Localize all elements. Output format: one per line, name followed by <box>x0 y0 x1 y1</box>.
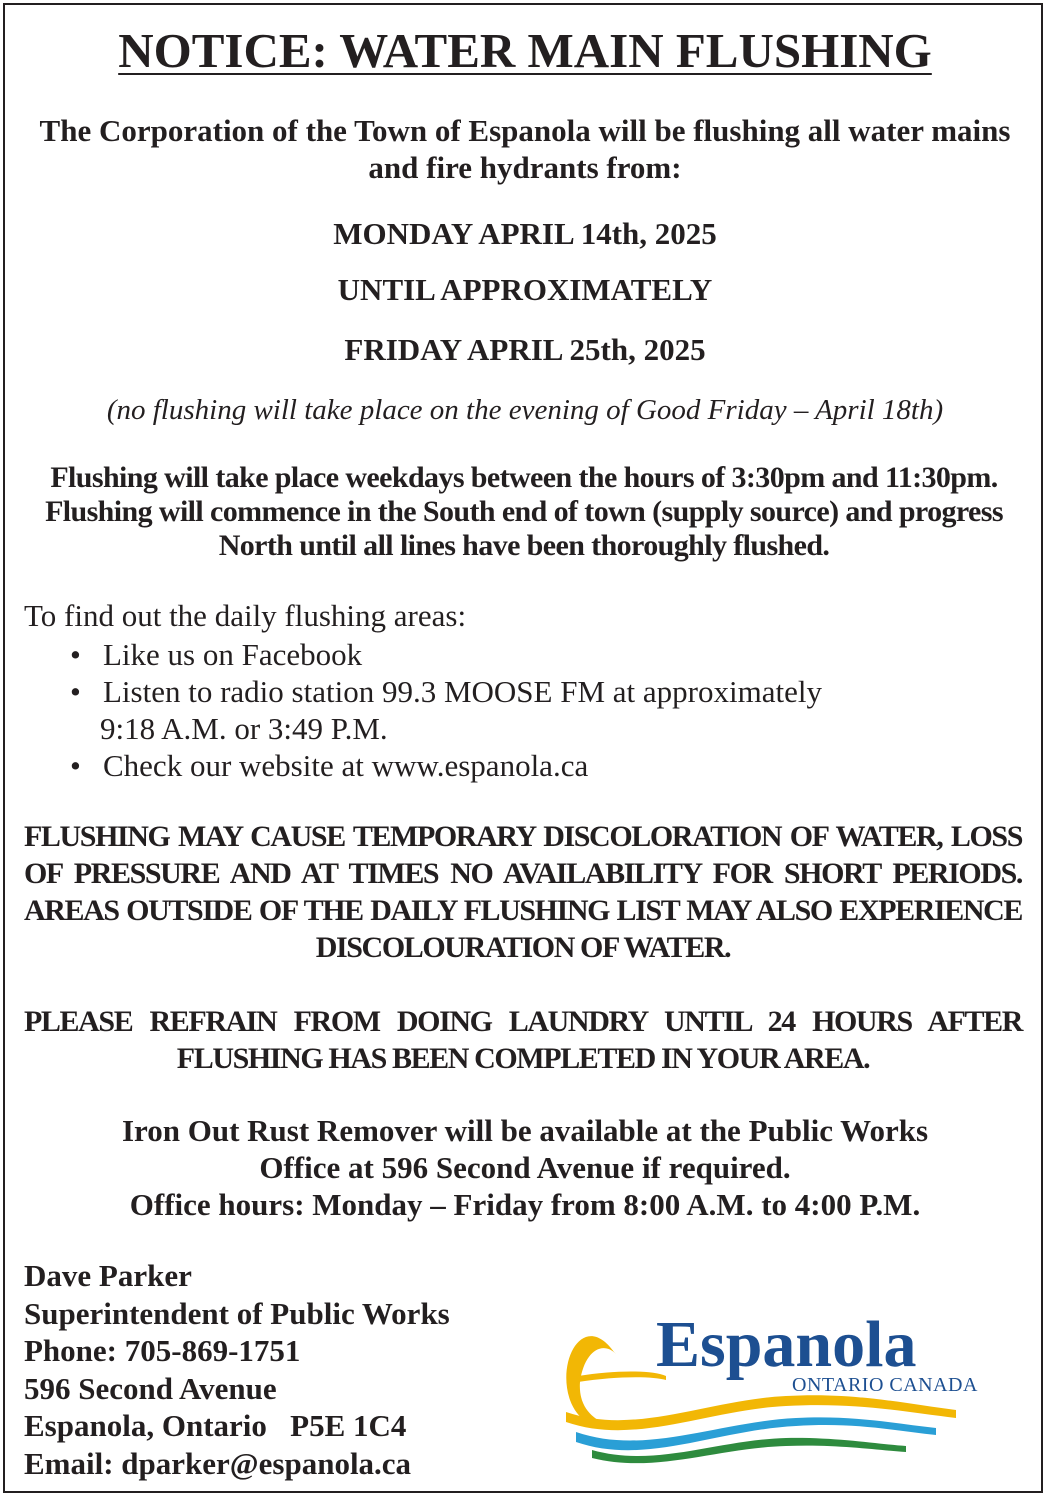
find-out-heading: To find out the daily flushing areas: <box>24 598 467 633</box>
logo-tagline: ONTARIO CANADA <box>792 1374 978 1396</box>
list-item-text-continued: 9:18 A.M. or 3:49 P.M. <box>100 711 388 746</box>
until-label: UNTIL APPROXIMATELY <box>337 272 713 307</box>
list-item-text: Like us on Facebook <box>103 637 363 672</box>
intro-text: The Corporation of the Town of Espanola will be flushing all water mains and fire hydrants from: <box>39 113 1011 185</box>
logo-wordmark: Espanola <box>656 1308 917 1381</box>
list-item-text: Listen to radio station 99.3 MOOSE FM at approximately <box>103 674 822 709</box>
contact-name: Dave Parker <box>24 1258 192 1293</box>
iron-out-line: Office at 596 Second Avenue if required. <box>259 1150 791 1185</box>
list-item <box>70 673 822 747</box>
contact-email: Email: dparker@espanola.ca <box>24 1445 412 1481</box>
good-friday-note: (no flushing will take place on the evening of Good Friday – April 18th) <box>106 394 944 426</box>
iron-out-info <box>20 1112 1030 1223</box>
bullet-icon: • <box>70 748 81 783</box>
list-item <box>70 636 822 673</box>
list-item-text: Check our website at www.espanola.ca <box>103 748 589 783</box>
notice-title: NOTICE: WATER MAIN FLUSHING <box>118 23 932 78</box>
laundry-warning: PLEASE REFRAIN FROM DOING LAUNDRY UNTIL 24 HOURS AFTER FLUSHING HAS BEEN COMPLETED IN YOUR AREA. <box>24 1005 1022 1075</box>
list-item <box>70 747 822 784</box>
start-date: MONDAY APRIL 14th, 2025 <box>333 216 717 251</box>
office-hours: Office hours: Monday – Friday from 8:00 A.M. to 4:00 P.M. <box>129 1187 921 1222</box>
espanola-logo <box>556 1300 1016 1470</box>
contact-role: Superintendent of Public Works <box>24 1295 450 1331</box>
bullet-icon: • <box>70 637 81 672</box>
contact-address: 596 Second Avenue <box>24 1370 277 1406</box>
contact-city: Espanola, Ontario P5E 1C4 <box>24 1408 407 1443</box>
contact-phone: Phone: 705-869-1751 <box>24 1333 301 1368</box>
iron-out-line: Iron Out Rust Remover will be available at the Public Works <box>121 1113 929 1148</box>
info-list <box>70 636 822 784</box>
logo-arc-yellow <box>578 1372 666 1383</box>
discoloration-warning: FLUSHING MAY CAUSE TEMPORARY DISCOLORATION OF WATER, LOSS OF PRESSURE AND AT TIMES NO AVAILABILITY FOR SHORT PERIODS. AREAS OUTSIDE OF THE DAILY FLUSHING LIST MAY ALSO EXPERIENCE DISCOLOURATION OF WATER. <box>24 820 1022 964</box>
end-date: FRIDAY APRIL 25th, 2025 <box>344 332 706 367</box>
bullet-icon: • <box>70 674 81 709</box>
flushing-hours-text: Flushing will take place weekdays between the hours of 3:30pm and 11:30pm. Flushing will commence in the South end of town (supply source) and progress North until all lines have been thoroughly flushed. <box>45 461 1003 562</box>
contact-block <box>24 1257 450 1482</box>
